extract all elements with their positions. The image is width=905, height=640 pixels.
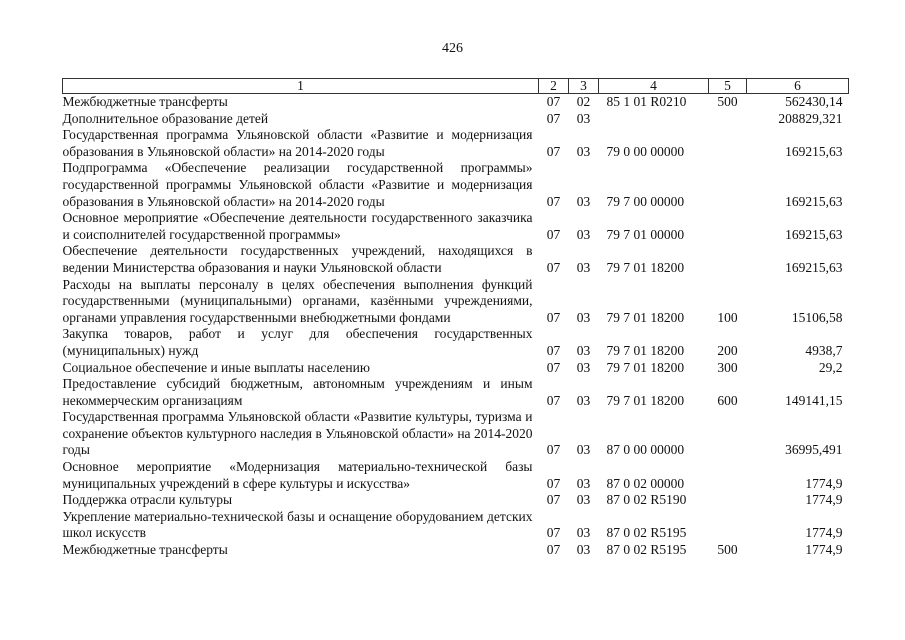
row-amount: 169215,63 bbox=[785, 226, 843, 242]
table-row bbox=[63, 509, 849, 542]
row-subsection: 03 bbox=[576, 359, 591, 375]
row-section: 07 bbox=[546, 94, 561, 109]
row-label: Предоставление субсидий бюджетным, автономным учреждениям и иным некоммерческим организациям bbox=[62, 376, 533, 408]
row-expense-type bbox=[709, 111, 747, 128]
row-label: Государственная программа Ульяновской области «Развитие и модернизация образования в Ульяновской области» на 2014-2020 годы bbox=[62, 127, 533, 159]
row-subsection: 03 bbox=[576, 392, 591, 408]
page-number: 426 bbox=[442, 41, 463, 56]
row-target-code: 87 0 00 00000 bbox=[606, 442, 685, 458]
row-expense-type bbox=[709, 210, 747, 243]
table-row bbox=[63, 459, 849, 492]
row-section: 07 bbox=[546, 475, 561, 491]
row-subsection: 03 bbox=[576, 259, 591, 275]
table-row bbox=[63, 409, 849, 459]
row-amount: 169215,63 bbox=[785, 143, 843, 159]
row-section: 07 bbox=[546, 143, 561, 159]
row-label: Дополнительное образование детей bbox=[62, 110, 269, 126]
row-target-code: 87 0 02 R5195 bbox=[606, 525, 687, 541]
row-expense-type bbox=[709, 492, 747, 509]
row-target-code: 85 1 01 R0210 bbox=[606, 94, 687, 109]
row-label: Межбюджетные трансферты bbox=[62, 542, 228, 558]
row-amount: 1774,9 bbox=[805, 475, 843, 491]
row-section: 07 bbox=[546, 525, 561, 541]
row-subsection: 03 bbox=[576, 542, 591, 558]
row-amount: 169215,63 bbox=[785, 193, 843, 209]
table-row bbox=[63, 360, 849, 377]
row-label: Обеспечение деятельности государственных учреждений, находящихся в ведении Министерства образования и науки Ульяновской области bbox=[62, 243, 533, 275]
row-subsection: 03 bbox=[576, 442, 591, 458]
header-col-5: 5 bbox=[709, 79, 747, 94]
table-row bbox=[63, 492, 849, 509]
row-amount: 15106,58 bbox=[791, 309, 843, 325]
row-expense-type bbox=[709, 409, 747, 459]
row-label: Подпрограмма «Обеспечение реализации государственной программы» государственной программы Ульяновской области «Развитие и модернизация образования в Ульяновской области» на 2014-2020 годы bbox=[62, 160, 533, 209]
row-expense-type bbox=[709, 127, 747, 160]
row-section: 07 bbox=[546, 542, 561, 558]
row-expense-type: 200 bbox=[717, 342, 738, 358]
row-section: 07 bbox=[546, 442, 561, 458]
row-target-code: 87 0 02 00000 bbox=[606, 475, 685, 491]
row-target-code: 79 7 01 18200 bbox=[606, 309, 685, 325]
row-target-code: 79 0 00 00000 bbox=[606, 143, 685, 159]
row-amount: 149141,15 bbox=[785, 392, 843, 408]
row-label: Основное мероприятие «Модернизация материально-технической базы муниципальных учреждений в сфере культуры и искусства» bbox=[62, 459, 533, 491]
row-section: 07 bbox=[546, 226, 561, 242]
row-subsection: 03 bbox=[576, 342, 591, 358]
row-label: Расходы на выплаты персоналу в целях обеспечения выполнения функций государственными (муниципальными) органами, казёнными учреждениями, органами управления государственными внебюджетными фондами bbox=[62, 276, 533, 325]
row-subsection: 02 bbox=[576, 94, 591, 109]
budget-table bbox=[62, 78, 849, 559]
row-label: Социальное обеспечение и иные выплаты населению bbox=[62, 359, 370, 375]
header-col-2: 2 bbox=[539, 79, 569, 94]
table-row bbox=[63, 326, 849, 359]
row-label: Государственная программа Ульяновской области «Развитие культуры, туризма и сохранение объектов культурного наследия в Ульяновской области» на 2014-2020 годы bbox=[62, 409, 533, 458]
row-label: Укрепление материально-технической базы и оснащение оборудованием детских школ искусств bbox=[62, 508, 533, 541]
row-section: 07 bbox=[546, 110, 561, 126]
row-expense-type bbox=[709, 459, 747, 492]
row-target-code: 79 7 01 18200 bbox=[606, 259, 685, 275]
row-expense-type: 100 bbox=[717, 309, 738, 325]
row-expense-type: 500 bbox=[717, 94, 738, 109]
table-header-row bbox=[63, 79, 849, 94]
row-subsection: 03 bbox=[576, 525, 591, 541]
row-subsection: 03 bbox=[576, 193, 591, 209]
row-section: 07 bbox=[546, 342, 561, 358]
row-amount: 208829,321 bbox=[778, 110, 843, 126]
row-target-code: 79 7 01 18200 bbox=[606, 359, 685, 375]
row-section: 07 bbox=[546, 392, 561, 408]
row-target-code: 87 0 02 R5190 bbox=[606, 492, 687, 508]
row-target-code: 79 7 01 00000 bbox=[606, 226, 685, 242]
row-expense-type: 300 bbox=[717, 359, 738, 375]
header-col-4: 4 bbox=[599, 79, 709, 94]
table-row bbox=[63, 111, 849, 128]
row-amount: 36995,491 bbox=[785, 442, 843, 458]
row-label: Основное мероприятие «Обеспечение деятельности государственного заказчика и соисполнителей государственной программы» bbox=[62, 210, 533, 242]
row-subsection: 03 bbox=[576, 143, 591, 159]
row-label: Поддержка отрасли культуры bbox=[62, 492, 233, 508]
row-section: 07 bbox=[546, 259, 561, 275]
row-target-code bbox=[599, 111, 709, 128]
row-label: Межбюджетные трансферты bbox=[62, 94, 228, 109]
row-expense-type bbox=[709, 243, 747, 276]
header-col-3: 3 bbox=[569, 79, 599, 94]
row-subsection: 03 bbox=[576, 492, 591, 508]
row-expense-type: 600 bbox=[717, 392, 738, 408]
header-col-6: 6 bbox=[747, 79, 849, 94]
table-row bbox=[63, 376, 849, 409]
row-label: Закупка товаров, работ и услуг для обеспечения государственных (муниципальных) нужд bbox=[62, 326, 533, 358]
row-amount: 1774,9 bbox=[805, 542, 843, 558]
row-section: 07 bbox=[546, 309, 561, 325]
row-amount: 562430,14 bbox=[785, 94, 843, 109]
row-expense-type: 500 bbox=[717, 542, 738, 558]
row-subsection: 03 bbox=[576, 475, 591, 491]
table-row bbox=[63, 160, 849, 210]
row-target-code: 79 7 01 18200 bbox=[606, 342, 685, 358]
row-target-code: 79 7 00 00000 bbox=[606, 193, 685, 209]
row-section: 07 bbox=[546, 359, 561, 375]
row-amount: 4938,7 bbox=[805, 342, 843, 358]
row-target-code: 79 7 01 18200 bbox=[606, 392, 685, 408]
row-expense-type bbox=[709, 509, 747, 542]
row-subsection: 03 bbox=[576, 226, 591, 242]
row-amount: 1774,9 bbox=[805, 525, 843, 541]
table-row bbox=[63, 127, 849, 160]
row-amount: 169215,63 bbox=[785, 259, 843, 275]
table-row bbox=[63, 94, 849, 111]
row-subsection: 03 bbox=[576, 110, 591, 126]
table-row bbox=[63, 210, 849, 243]
row-subsection: 03 bbox=[576, 309, 591, 325]
row-expense-type bbox=[709, 160, 747, 210]
table-row bbox=[63, 542, 849, 559]
row-target-code: 87 0 02 R5195 bbox=[606, 542, 687, 558]
row-section: 07 bbox=[546, 193, 561, 209]
row-amount: 29,2 bbox=[818, 359, 843, 375]
row-amount: 1774,9 bbox=[805, 492, 843, 508]
header-col-1: 1 bbox=[63, 79, 539, 94]
table-row bbox=[63, 243, 849, 276]
row-section: 07 bbox=[546, 492, 561, 508]
table-row bbox=[63, 277, 849, 327]
